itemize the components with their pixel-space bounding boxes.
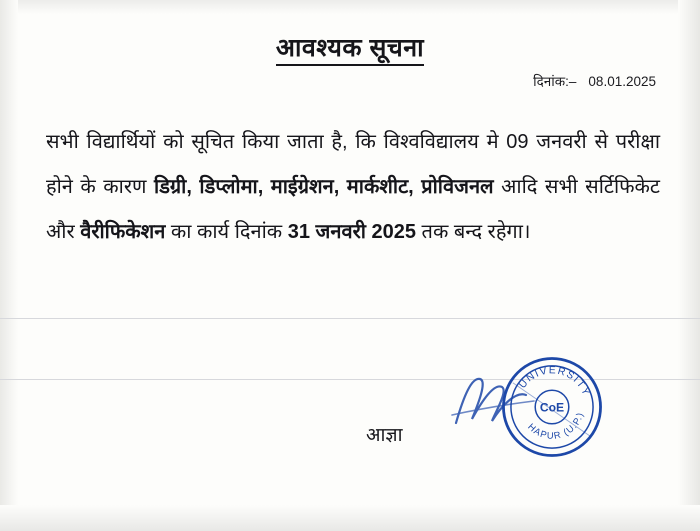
- notice-body-segment: का कार्य दिनांक: [165, 221, 288, 243]
- page-edge-shading-right: [678, 0, 700, 531]
- notice-date-value: 08.01.2025: [588, 74, 656, 89]
- seal-bottom-text: HAPUR (U.P.): [526, 410, 586, 441]
- signature-block: [366, 359, 626, 469]
- svg-text:HAPUR (U.P.): [526, 411, 585, 441]
- notice-body: [46, 120, 660, 255]
- notice-date-label: दिनांक:–: [533, 74, 577, 89]
- notice-title: [0, 30, 700, 64]
- notice-body-segment: डिग्री, डिप्लोमा, माईग्रेशन, मार्कशीट, प्रोविजनल: [154, 176, 494, 198]
- page-rule-line: [0, 318, 700, 319]
- notice-date: [533, 72, 656, 90]
- notice-body-segment: सभी विद्यार्थियों को सूचित किया जाता है, कि विश्वविद्यालय मे 09 जनवरी से परीक्षा होने के कारण: [46, 131, 660, 198]
- seal-center-text: CoE: [539, 400, 565, 415]
- official-seal-icon: [496, 351, 608, 463]
- notice-body-segment: 31 जनवरी 2025: [287, 221, 416, 243]
- notice-title-text: आवश्यक सूचना: [276, 34, 424, 66]
- seal-top-text: UNIVERSITY: [517, 365, 592, 399]
- page-edge-shading-left: [0, 0, 18, 531]
- page-edge-shading-bottom: [0, 505, 700, 531]
- notice-body-segment: वैरीफिकेशन: [80, 221, 166, 243]
- page-edge-shading-top: [0, 0, 700, 14]
- notice-body-segment: आदि सभी सर्टिफिकेट और: [46, 176, 660, 243]
- signature-label: आज्ञा: [366, 425, 403, 446]
- notice-body-segment: तक बन्द रहेगा।: [415, 221, 531, 243]
